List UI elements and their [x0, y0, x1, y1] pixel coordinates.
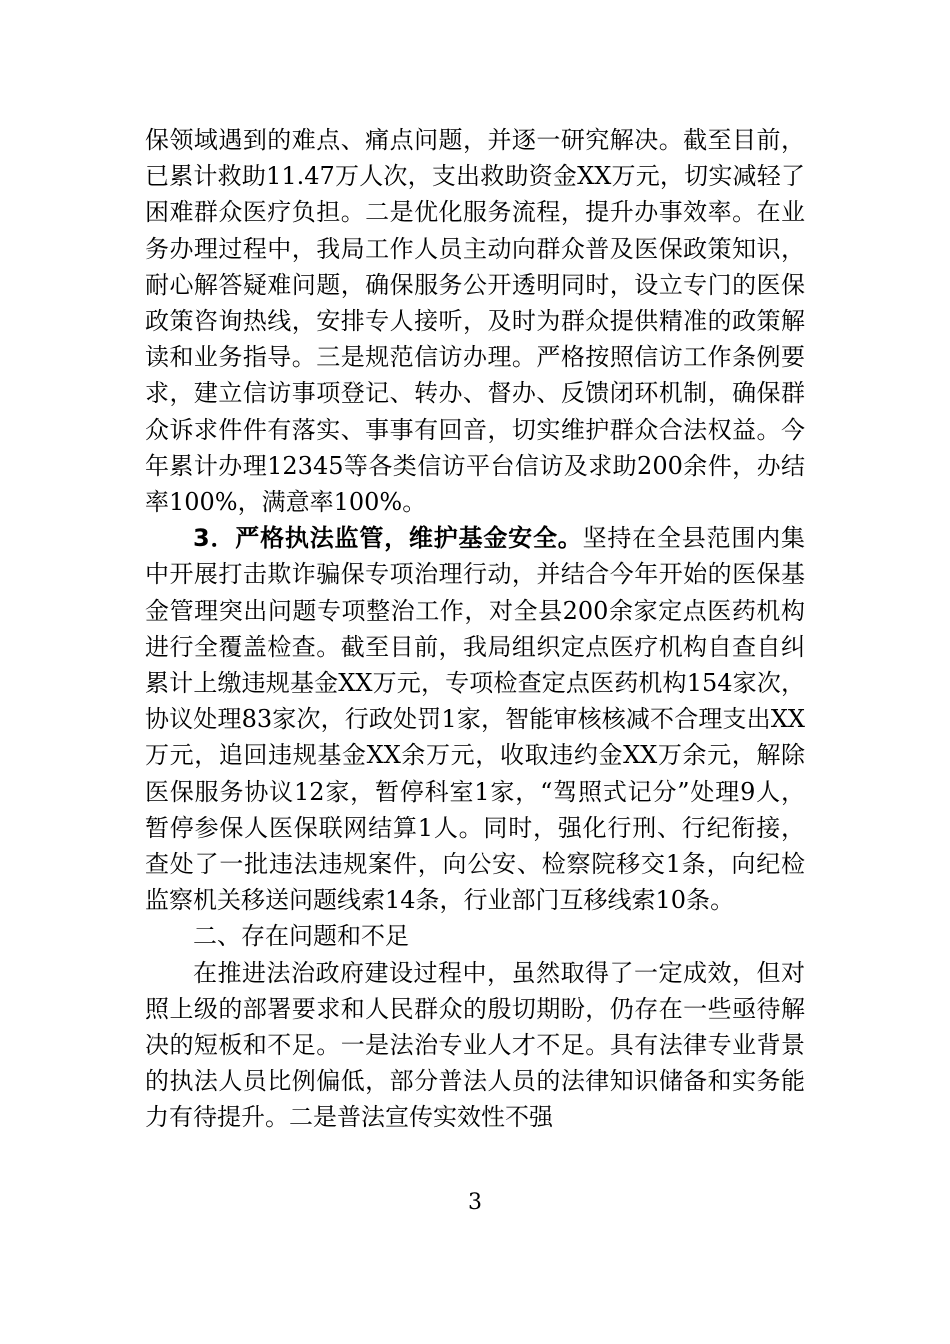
page-number: 3 [468, 1190, 482, 1215]
subsection-heading-enforcement: 3．严格执法监管，维护基金安全。 [193, 524, 583, 553]
document-body [145, 122, 805, 1136]
paragraph-enforcement-supervision [145, 520, 805, 918]
paragraph-relief-results: 保领域遇到的难点、痛点问题，并逐一研究解决。截至目前，已累计救助11.47万人次，支出救助资金XX万元，切实减轻了困难群众医疗负担。二是优化服务流程，提升办事效率。在业务办理过程中，我局工作人员主动向群众普及医保政策知识，耐心解答疑难问题，确保服务公开透明同时，设立专门的医保政策咨询热线，安排专人接听，及时为群众提供精准的政策解读和业务指导。三是规范信访办理。严格按照信访工作条例要求，建立信访事项登记、转办、督办、反馈闭环机制，确保群众诉求件件有落实、事事有回音，切实维护群众合法权益。今年累计办理12345等各类信访平台信访及求助200余件，办结率100%，满意率100%。 [145, 126, 805, 517]
paragraph-problems: 在推进法治政府建设过程中，虽然取得了一定成效，但对照上级的部署要求和人民群众的殷切期盼，仍存在一些亟待解决的短板和不足。一是法治专业人才不足。具有法律专业背景的执法人员比例偏低，部分普法人员的法律知识储备和实务能力有待提升。二是普法宣传实效性不强 [145, 958, 805, 1132]
section-heading-problems: 二、存在问题和不足 [193, 922, 409, 951]
paragraph-enforcement-body: 坚持在全县范围内集中开展打击欺诈骗保专项治理行动，并结合今年开始的医保基金管理突出问题专项整治工作，对全县200余家定点医药机构进行全覆盖检查。截至目前，我局组织定点医疗机构自查自纠累计上缴违规基金XX万元，专项检查定点医药机构154家次，协议处理83家次，行政处罚1家，智能审核核减不合理支出XX万元，追回违规基金XX余万元，收取违约金XX万余元，解除医保服务协议12家，暂停科室1家，“驾照式记分”处理9人，暂停参保人医保联网结算1人。同时，强化行刑、行纪衔接，查处了一批违法违规案件，向公安、检察院移交1条，向纪检监察机关移送问题线索14条，行业部门互移线索10条。 [145, 524, 806, 915]
